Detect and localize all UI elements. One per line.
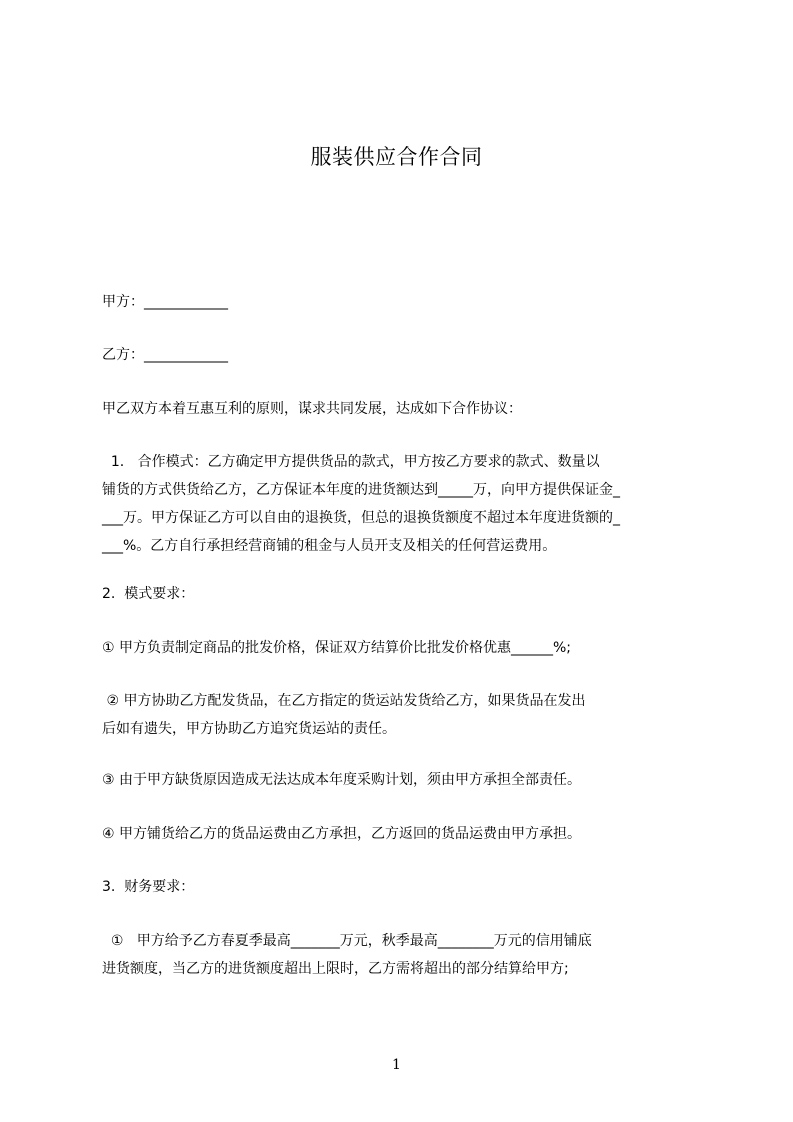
clause-1-line: ___万。甲方保证乙方可以自由的退换货，但总的退换货额度不超过本年度进货额的_: [102, 510, 620, 526]
clause-2-heading: [102, 580, 702, 608]
party-a-text: 甲方：____________: [102, 294, 228, 310]
clause-1-line: 1. 合作模式：乙方确定甲方提供货品的款式，甲方按乙方要求的款式、数量以: [102, 454, 600, 470]
clause-3-item-1: [102, 927, 702, 983]
intro-text: 甲乙双方本着互惠互利的原则，谋求共同发展，达成如下合作协议：: [102, 401, 522, 417]
page-number: 1: [392, 1057, 401, 1073]
clause-2-item-4-text: ④ 甲方铺货给乙方的货品运费由乙方承担，乙方返回的货品运费由甲方承担。: [102, 826, 581, 842]
intro-paragraph: [102, 395, 702, 423]
clause-2-item-3-text: ③ 由于甲方缺货原因造成无法达成本年度采购计划，须由甲方承担全部责任。: [102, 772, 581, 788]
clause-2-item-1: [102, 634, 702, 662]
party-b-text: 乙方：____________: [102, 347, 228, 363]
clause-3-heading-text: 3. 财务要求：: [102, 879, 195, 895]
clause-1-line: ___%。乙方自行承担经营商铺的租金与人员开支及相关的任何营运费用。: [102, 538, 557, 554]
clause-2-item-4: [102, 820, 702, 848]
clause-3-item-1-line: ① 甲方给予乙方春夏季最高_______万元，秋季最高________万元的信用铺底: [102, 933, 592, 949]
clause-2-item-2: [102, 687, 702, 743]
clause-2-item-2-line: 后如有遗失，甲方协助乙方追究货运站的责任。: [102, 721, 396, 737]
clause-3-item-1-line: 进货额度，当乙方的进货额度超出上限时，乙方需将超出的部分结算给甲方;: [102, 961, 569, 977]
clause-2-item-3: [102, 766, 702, 794]
clause-3-heading: [102, 873, 702, 901]
clause-2-item-2-line: ② 甲方协助乙方配发货品，在乙方指定的货运站发货给乙方，如果货品在发出: [102, 693, 586, 709]
clause-2-item-1-text: ① 甲方负责制定商品的批发价格，保证双方结算价比批发价格优惠______%;: [102, 640, 572, 656]
clause-1-line: 铺货的方式供货给乙方，乙方保证本年度的进货额达到_____万，向甲方提供保证金_: [102, 482, 620, 498]
document-title: 服装供应合作合同: [310, 145, 483, 169]
clause-2-heading-text: 2. 模式要求：: [102, 586, 195, 602]
party-a-line: [102, 288, 702, 316]
party-b-line: [102, 341, 702, 369]
clause-1-paragraph: [102, 448, 702, 560]
